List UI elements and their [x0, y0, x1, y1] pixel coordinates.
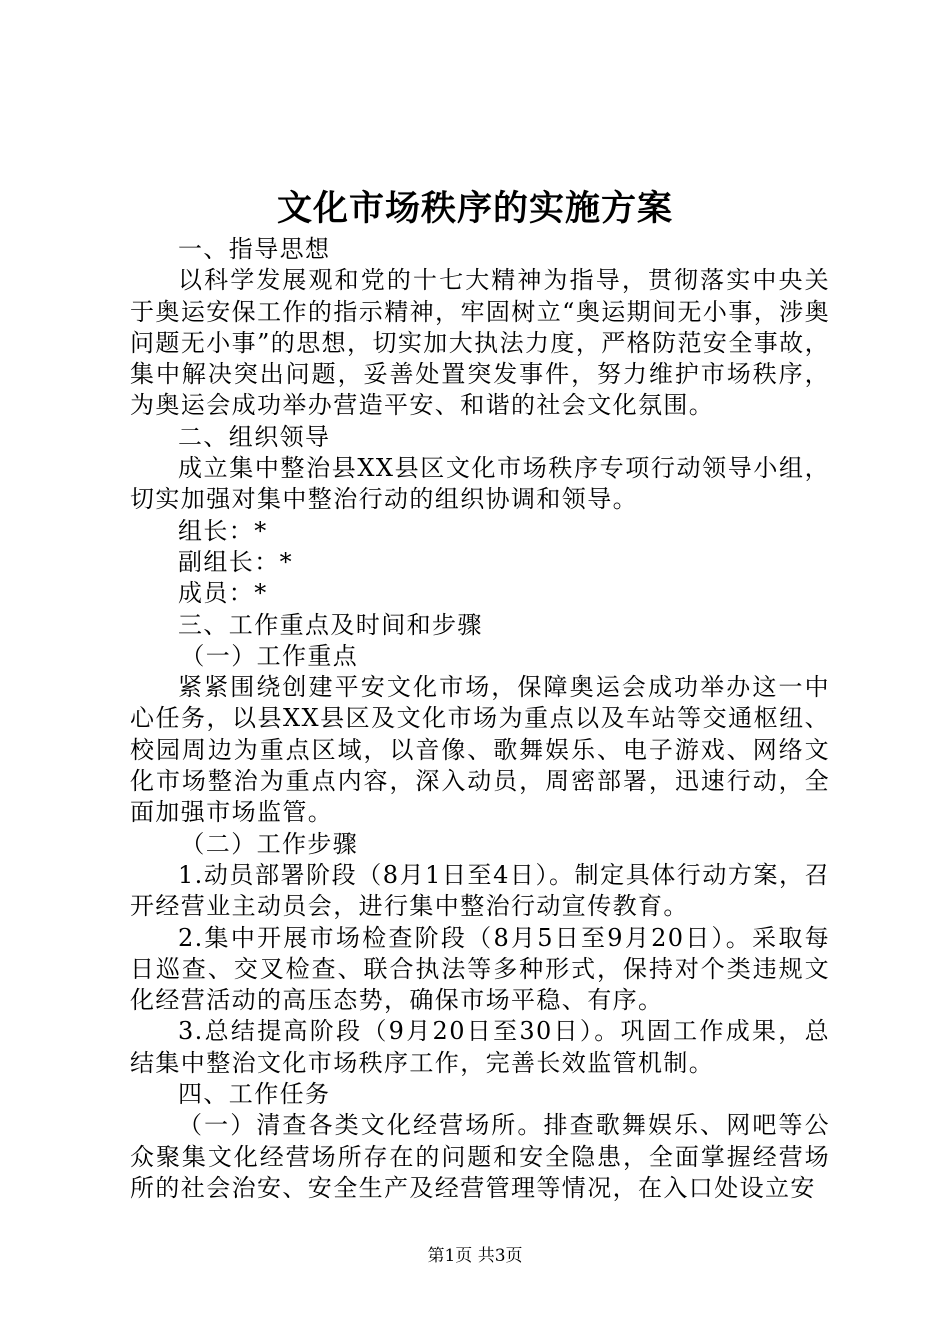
subsection-heading-work-steps: （二）工作步骤: [180, 829, 359, 858]
section-heading-guiding-ideology: 一、指导思想: [178, 235, 331, 263]
members-line: 成员：*: [178, 579, 268, 608]
section-heading-work-tasks: 四、工作任务: [178, 1080, 331, 1109]
paragraph-task-1: （一）清查各类文化经营场所。排查歌舞娱乐、网吧等公众聚集文化经营场所存在的问题和安全隐患，全面掌握经营场所的社会治安、安全生产及经营管理等情况，在入口处设立安: [130, 1111, 830, 1202]
page-footer: 第1页 共3页: [427, 1246, 523, 1266]
document-title: 文化市场秩序的实施方案: [276, 188, 673, 229]
paragraph-step-2: 2.集中开展市场检查阶段（8月5日至9月20日）。采取每日巡查、交叉检查、联合执法等多种形式，保持对个类违规文化经营活动的高压态势，确保市场平稳、有序。: [130, 923, 830, 1015]
leader-line: 组长：*: [178, 516, 268, 545]
section-heading-organization: 二、组织领导: [178, 422, 331, 451]
deputy-leader-line: 副组长：*: [178, 547, 293, 576]
section-heading-work-focus: 三、工作重点及时间和步骤: [178, 610, 483, 639]
document-body: [130, 234, 830, 1204]
subsection-heading-work-focus: （一）工作重点: [180, 641, 359, 670]
paragraph-step-3: 3.总结提高阶段（9月20日至30日）。巩固工作成果，总结集中整治文化市场秩序工作，完善长效监管机制。: [130, 1017, 830, 1077]
paragraph-guiding-ideology: 以科学发展观和党的十七大精神为指导，贯彻落实中央关于奥运安保工作的指示精神，牢固树立“奥运期间无小事，涉奥问题无小事”的思想，切实加大执法力度，严格防范安全事故，集中解决突出问题，妥善处置突发事件，努力维护市场秩序，为奥运会成功举办营造平安、和谐的社会文化氛围。: [130, 266, 830, 420]
paragraph-organization: 成立集中整治县XX县区文化市场秩序专项行动领导小组，切实加强对集中整治行动的组织协调和领导。: [130, 454, 830, 514]
paragraph-work-focus: 紧紧围绕创建平安文化市场，保障奥运会成功举办这一中心任务，以县XX县区及文化市场为重点以及车站等交通枢纽、校园周边为重点区域，以音像、歌舞娱乐、电子游戏、网络文化市场整治为重点内容，深入动员，周密部署，迅速行动，全面加强市场监管。: [130, 673, 830, 827]
paragraph-step-1: 1.动员部署阶段（8月1日至4日）。制定具体行动方案，召开经营业主动员会，进行集中整治行动宣传教育。: [130, 860, 830, 921]
